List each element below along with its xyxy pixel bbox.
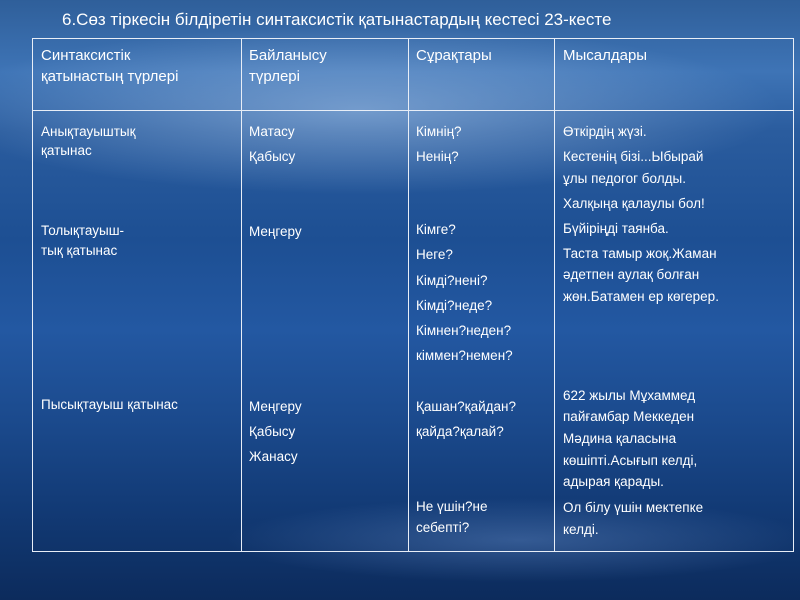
relation-object: Толықтауыш- [41, 223, 125, 238]
link-type: Меңгеру [249, 224, 302, 239]
header-relation-types: Синтаксистік қатынастың түрлері [41, 47, 179, 85]
example-line: Кестенің бізі...Ыбырай [563, 149, 704, 164]
question: Кімге? [416, 222, 456, 237]
link-type: Матасу [249, 124, 295, 139]
link-type: Қабысу [249, 424, 296, 439]
relation-attributive-cont: қатынас [41, 143, 92, 158]
question: Кімді?неде? [416, 298, 493, 313]
example-line: жөн.Батамен ер көгерер. [563, 289, 719, 304]
example-line: адырая қарады. [563, 474, 664, 489]
question: себепті? [416, 520, 470, 535]
column-divider [408, 39, 409, 551]
slide-title: 6.Сөз тіркесін білдіретін синтаксистік қатынастардың кестесі 23-кесте [62, 10, 612, 29]
link-type: Меңгеру [249, 399, 302, 414]
example-line: келді. [563, 522, 599, 537]
example-line: ұлы педогог болды. [563, 171, 686, 186]
example-line: көшіпті.Асығып келді, [563, 453, 698, 468]
header-examples: Мысалдары [563, 47, 648, 64]
example-line: Халқыңа қалаулы бол! [563, 196, 705, 211]
relation-adverbial: Пысықтауыш қатынас [41, 397, 178, 412]
example-line: Мәдина қаласына [563, 431, 677, 446]
header-questions: Сұрақтары [416, 47, 492, 64]
column-divider [241, 39, 242, 551]
example-line: Өткірдің жүзі. [563, 124, 647, 139]
question: Кімнің? [416, 124, 462, 139]
question: Қашан?қайдан? [416, 399, 516, 414]
example-line: 622 жылы Мұхаммед [563, 388, 696, 403]
syntax-relations-table [32, 38, 794, 552]
question: Не үшін?не [416, 499, 488, 514]
example-line: Бүйіріңді таянба. [563, 221, 669, 236]
question: Кімнен?неден? [416, 323, 512, 338]
column-divider [554, 39, 555, 551]
header-link-types: Байланысу түрлері [249, 47, 327, 85]
header-divider [33, 110, 793, 111]
question: кіммен?немен? [416, 348, 513, 363]
example-line: әдетпен аулақ болған [563, 267, 700, 282]
relation-attributive: Анықтауыштық [41, 124, 136, 139]
link-type: Қабысу [249, 149, 296, 164]
question: Ненің? [416, 149, 459, 164]
example-line: пайғамбар Меккеден [563, 409, 695, 424]
question: Кімді?нені? [416, 273, 488, 288]
question: Неге? [416, 247, 453, 262]
relation-object-cont: тық қатынас [41, 243, 118, 258]
question: қайда?қалай? [416, 424, 504, 439]
link-type: Жанасу [249, 449, 298, 464]
example-line: Таста тамыр жоқ.Жаман [563, 246, 717, 261]
example-line: Ол білу үшін мектепке [563, 500, 704, 515]
